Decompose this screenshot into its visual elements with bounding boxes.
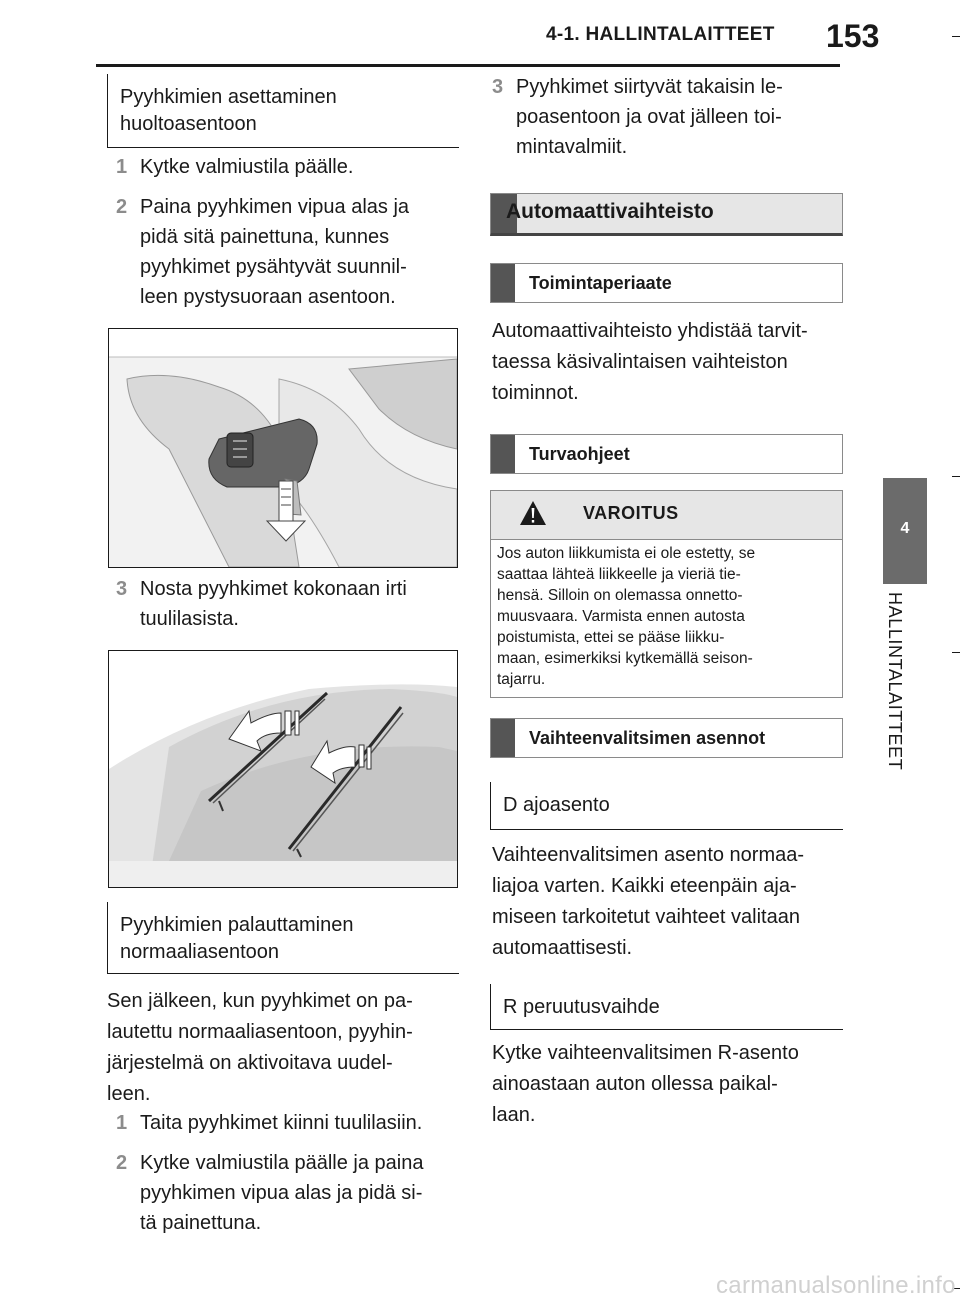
step-item (116, 192, 456, 314)
subheading-normal-position: Pyyhkimien palauttaminen normaaliasentoon (107, 902, 459, 974)
heading-text: Vaihteenvalitsimen asennot (529, 728, 766, 748)
step-text: Kytke valmiustila päälle. (140, 156, 354, 178)
heading-safety (490, 434, 843, 474)
warning-text: Jos auton liikkumista ei ole estetty, se saattaa lähteä liikkeelle ja vieriä tie- hensä. Silloin on olemassa onnetto- muusvaara. Varmista ennen autosta poistumista, ettei se pääse liikku- maan, esimerkiksi kytkemällä seison- tajarru. (497, 545, 756, 688)
step-number: 1 (116, 156, 128, 178)
heading-operating-principle (490, 263, 843, 303)
heading-automatic-transmission-label: Automaattivaihteisto (506, 200, 714, 223)
figure-wiper-lever (108, 328, 458, 568)
heading-text: Toimintaperiaate (529, 273, 672, 293)
paragraph-drive: Vaihteenvalitsimen asento normaa- liajoa varten. Kaikki eteenpäin aja- miseen tarkoitetut vaihteet valitaan automaattisesti. (492, 844, 805, 959)
step-number: 3 (492, 76, 504, 98)
step-item (116, 1148, 456, 1240)
step-number: 3 (116, 578, 128, 600)
step-item (116, 1108, 456, 1138)
chapter-label: HALLINTALAITTEET (885, 592, 905, 771)
heading-bar (491, 435, 515, 473)
chapter-number: 4 (900, 520, 910, 537)
subheading-drive: D ajoasento (490, 782, 843, 830)
step-number: 1 (116, 1112, 128, 1134)
crop-mark (952, 476, 960, 477)
warning-box (490, 490, 843, 698)
heading-bar (491, 719, 515, 757)
windscreen-wipers-illustration (109, 651, 457, 887)
step-item (116, 152, 456, 182)
heading-bar (491, 264, 515, 302)
crop-mark (952, 36, 960, 37)
warning-header (491, 491, 842, 540)
page-number: 153 (826, 18, 880, 54)
crop-mark (952, 652, 960, 653)
section-title: 4-1. HALLINTALAITTEET (546, 24, 775, 45)
warning-title: VAROITUS (583, 503, 679, 523)
step-text: Kytke valmiustila päälle ja paina pyyhkimen vipua alas ja pidä si- tä painettuna. (140, 1152, 424, 1234)
paragraph-reverse: Kytke vaihteenvalitsimen R-asento ainoastaan auton ollessa paikal- laan. (492, 1042, 799, 1126)
step-number: 2 (116, 196, 128, 218)
subheading-reverse: R peruutusvaihde (490, 984, 843, 1030)
warning-triangle-icon (519, 500, 547, 526)
step-item (492, 72, 842, 164)
paragraph-reactivate: Sen jälkeen, kun pyyhkimet on pa- lautettu normaaliasentoon, pyyhin- järjestelmä on aktivoitava uudel- leen. (107, 990, 413, 1105)
header-rule (96, 64, 840, 67)
step-text: Taita pyyhkimet kiinni tuulilasiin. (140, 1112, 423, 1134)
step-item (116, 574, 456, 636)
step-text: Pyyhkimet siirtyvät takaisin le- poasentoon ja ovat jälleen toi- mintavalmiit. (516, 76, 783, 158)
heading-selector-positions (490, 718, 843, 758)
wiper-lever-illustration (109, 329, 457, 567)
step-text: Paina pyyhkimen vipua alas ja pidä sitä painettuna, kunnes pyyhkimet pysähtyvät suunnil- leen pystysuoraan asentoon. (140, 196, 410, 308)
figure-windscreen-wipers (108, 650, 458, 888)
watermark: carmanualsonline.info (716, 1272, 956, 1299)
heading-text: Turvaohjeet (529, 444, 630, 464)
subheading-service-position: Pyyhkimien asettaminen huoltoasentoon (107, 74, 459, 148)
step-text: Nosta pyyhkimet kokonaan irti tuulilasista. (140, 578, 407, 630)
paragraph-principle: Automaattivaihteisto yhdistää tarvit- taessa käsivalintaisen vaihteiston toiminnot. (492, 320, 808, 404)
step-number: 2 (116, 1152, 128, 1174)
